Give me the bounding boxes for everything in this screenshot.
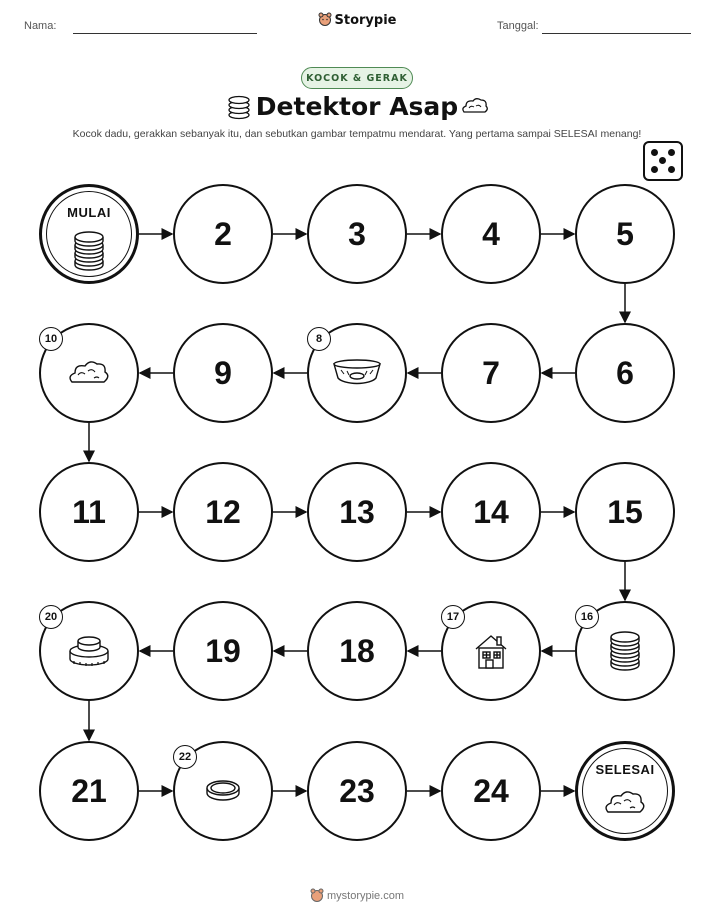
name-label: Nama:: [24, 20, 57, 32]
smoke-cloud-icon: [602, 788, 648, 822]
space-number: 11: [72, 493, 106, 530]
space-number: 15: [607, 493, 643, 530]
space-number-badge: 20: [39, 605, 63, 629]
board-space[interactable]: [39, 741, 139, 841]
board-space[interactable]: [173, 601, 273, 701]
smoke-detector-side-icon: [66, 631, 112, 671]
space-number: 12: [205, 493, 241, 530]
coin-stack-icon: [72, 231, 106, 275]
board-space[interactable]: [307, 601, 407, 701]
space-number: 4: [482, 215, 500, 252]
start-space[interactable]: [39, 184, 139, 284]
board-space[interactable]: [173, 184, 273, 284]
board-space[interactable]: [307, 184, 407, 284]
space-number-badge: 22: [173, 745, 197, 769]
board-space[interactable]: [575, 462, 675, 562]
footer: [0, 888, 714, 902]
space-number: 6: [616, 354, 634, 391]
space-number: 9: [214, 354, 232, 391]
board-space-picture[interactable]: [307, 323, 407, 423]
page-title: Detektor Asap: [255, 92, 459, 121]
space-number: 18: [339, 632, 375, 669]
space-number: 24: [473, 772, 509, 809]
board-space-picture[interactable]: [39, 601, 139, 701]
space-number: 7: [482, 354, 500, 391]
board-space[interactable]: [173, 462, 273, 562]
space-number: 3: [348, 215, 366, 252]
coin-icon: [203, 776, 243, 806]
coin-stack-icon: [608, 631, 642, 671]
space-number-badge: 17: [441, 605, 465, 629]
finish-label: SELESAI: [595, 762, 655, 777]
space-number-badge: 8: [307, 327, 331, 351]
board-space-picture[interactable]: [39, 323, 139, 423]
start-label: MULAI: [67, 205, 111, 220]
footer-url[interactable]: mystorypie.com: [326, 890, 405, 902]
board-space[interactable]: [441, 323, 541, 423]
space-number: 13: [339, 493, 375, 530]
space-number: 23: [339, 772, 375, 809]
house-icon: [471, 631, 511, 671]
board-space[interactable]: [441, 462, 541, 562]
board-space-picture[interactable]: [441, 601, 541, 701]
board-space[interactable]: [173, 323, 273, 423]
board-space[interactable]: [441, 741, 541, 841]
smoke-detector-icon: [331, 356, 383, 390]
storypie-mascot-footer-icon: [310, 888, 324, 902]
instructions: Kocok dadu, gerakkan sebanyak itu, dan sebutkan gambar tempatmu mendarat. Yang pertama sampai SELESAI menang!: [72, 128, 642, 140]
board-space[interactable]: [575, 184, 675, 284]
space-number: 5: [616, 215, 634, 252]
board-space[interactable]: [307, 462, 407, 562]
category-badge: KOCOK & GERAK: [301, 67, 413, 89]
board-space[interactable]: [575, 323, 675, 423]
smoke-cloud-icon: [66, 358, 112, 388]
board-space-picture[interactable]: [173, 741, 273, 841]
board-space-picture[interactable]: [575, 601, 675, 701]
space-number-badge: 16: [575, 605, 599, 629]
brand-name: Storypie: [334, 13, 397, 28]
space-number: 14: [473, 493, 509, 530]
space-number: 19: [205, 632, 241, 669]
space-number: 2: [214, 215, 232, 252]
board-space[interactable]: [307, 741, 407, 841]
finish-space[interactable]: [575, 741, 675, 841]
board-space[interactable]: [441, 184, 541, 284]
space-number: 21: [71, 772, 107, 809]
space-number-badge: 10: [39, 327, 63, 351]
date-label: Tanggal:: [497, 20, 539, 32]
board-space[interactable]: [39, 462, 139, 562]
